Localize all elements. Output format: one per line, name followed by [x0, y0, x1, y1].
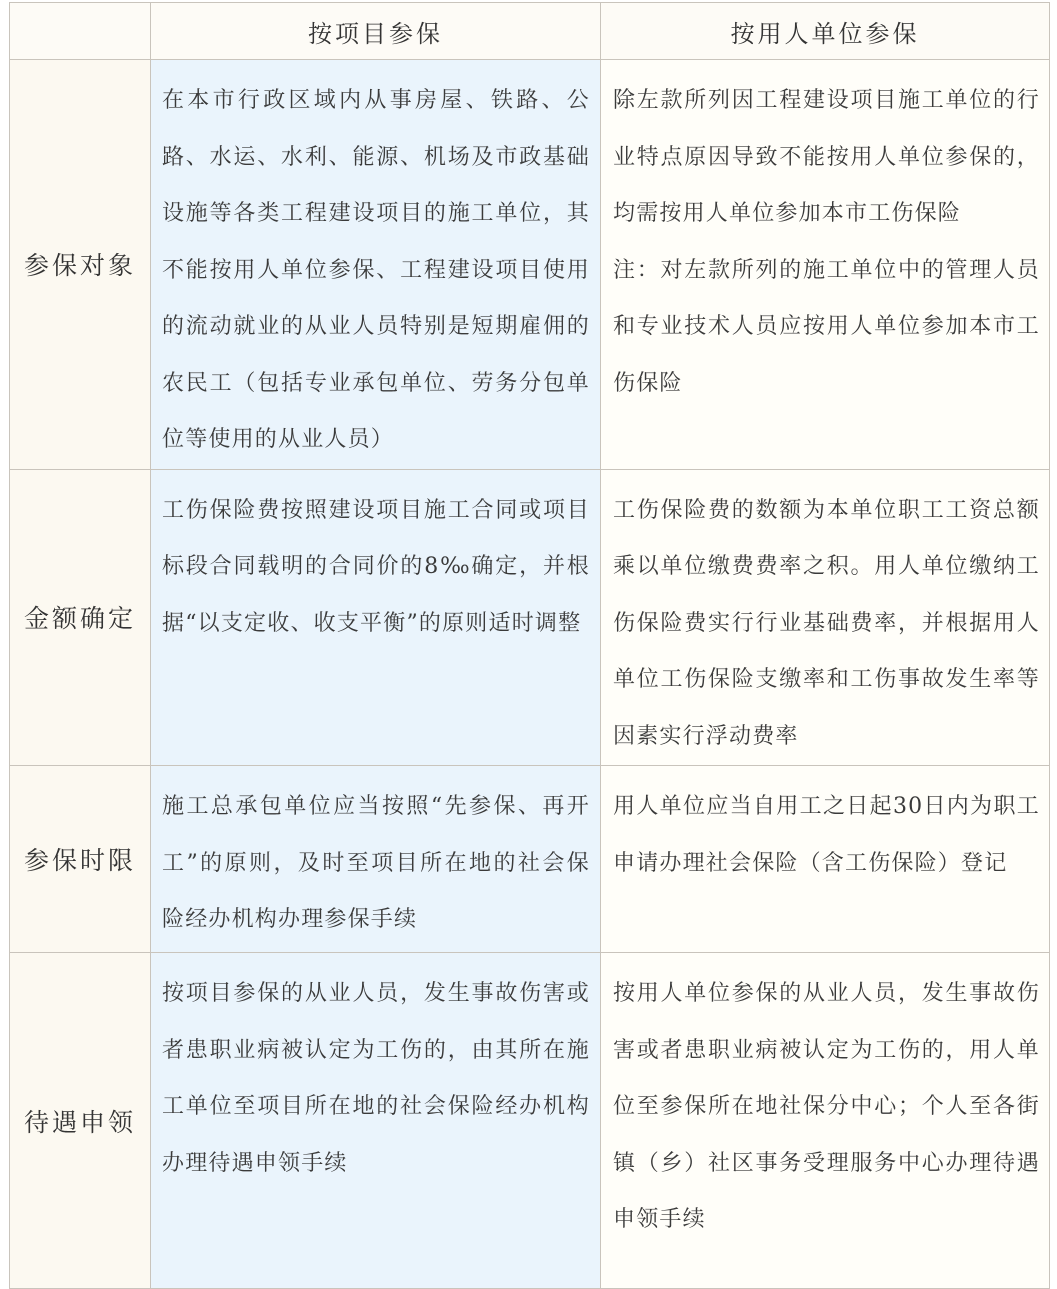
- row-label-deadline: 参保时限: [10, 766, 151, 953]
- header-row: [10, 3, 1050, 60]
- coverage-project-cell: 在本市行政区域内从事房屋、铁路、公路、水运、水利、能源、机场及市政基础设施等各类工程建设项目的施工单位，其不能按用人单位参保、工程建设项目使用的流动就业的从业人员特别是短期雇佣的农民工（包括专业承包单位、劳务分包单位等使用的从业人员）: [151, 60, 601, 470]
- benefits-project-cell: 按项目参保的从业人员，发生事故伤害或者患职业病被认定为工伤的，由其所在施工单位至项目所在地的社会保险经办机构办理待遇申领手续: [151, 953, 601, 1289]
- header-employer-insurance: 按用人单位参保: [601, 3, 1050, 60]
- coverage-employer-cell: [601, 60, 1050, 470]
- table-row-deadline: [10, 766, 1050, 953]
- insurance-comparison-table: [9, 2, 1050, 1289]
- row-label-amount: 金额确定: [10, 469, 151, 766]
- deadline-employer-cell: 用人单位应当自用工之日起30日内为职工申请办理社会保险（含工伤保险）登记: [601, 766, 1050, 953]
- coverage-employer-text: 除左款所列因工程建设项目施工单位的行业特点原因导致不能按用人单位参保的，均需按用人单位参加本市工伤保险: [613, 88, 1040, 226]
- row-label-coverage: 参保对象: [10, 60, 151, 470]
- header-project-insurance: 按项目参保: [151, 3, 601, 60]
- amount-employer-cell: 工伤保险费的数额为本单位职工工资总额乘以单位缴费费率之积。用人单位缴纳工伤保险费实行行业基础费率，并根据用人单位工伤保险支缴率和工伤事故发生率等因素实行浮动费率: [601, 469, 1050, 766]
- deadline-project-cell: 施工总承包单位应当按照“先参保、再开工”的原则，及时至项目所在地的社会保险经办机构办理参保手续: [151, 766, 601, 953]
- coverage-employer-note: 注：对左款所列的施工单位中的管理人员和专业技术人员应按用人单位参加本市工伤保险: [613, 257, 1040, 396]
- table-row-benefits: [10, 953, 1050, 1289]
- amount-project-cell: 工伤保险费按照建设项目施工合同或项目标段合同载明的合同价的8‰确定，并根据“以支定收、收支平衡”的原则适时调整: [151, 469, 601, 766]
- table-row-amount: [10, 469, 1050, 766]
- table-row-coverage: [10, 60, 1050, 470]
- row-label-benefits: 待遇申领: [10, 953, 151, 1289]
- header-blank-cell: [10, 3, 151, 60]
- benefits-employer-cell: 按用人单位参保的从业人员，发生事故伤害或者患职业病被认定为工伤的，用人单位至参保所在地社保分中心；个人至各街镇（乡）社区事务受理服务中心办理待遇申领手续: [601, 953, 1050, 1289]
